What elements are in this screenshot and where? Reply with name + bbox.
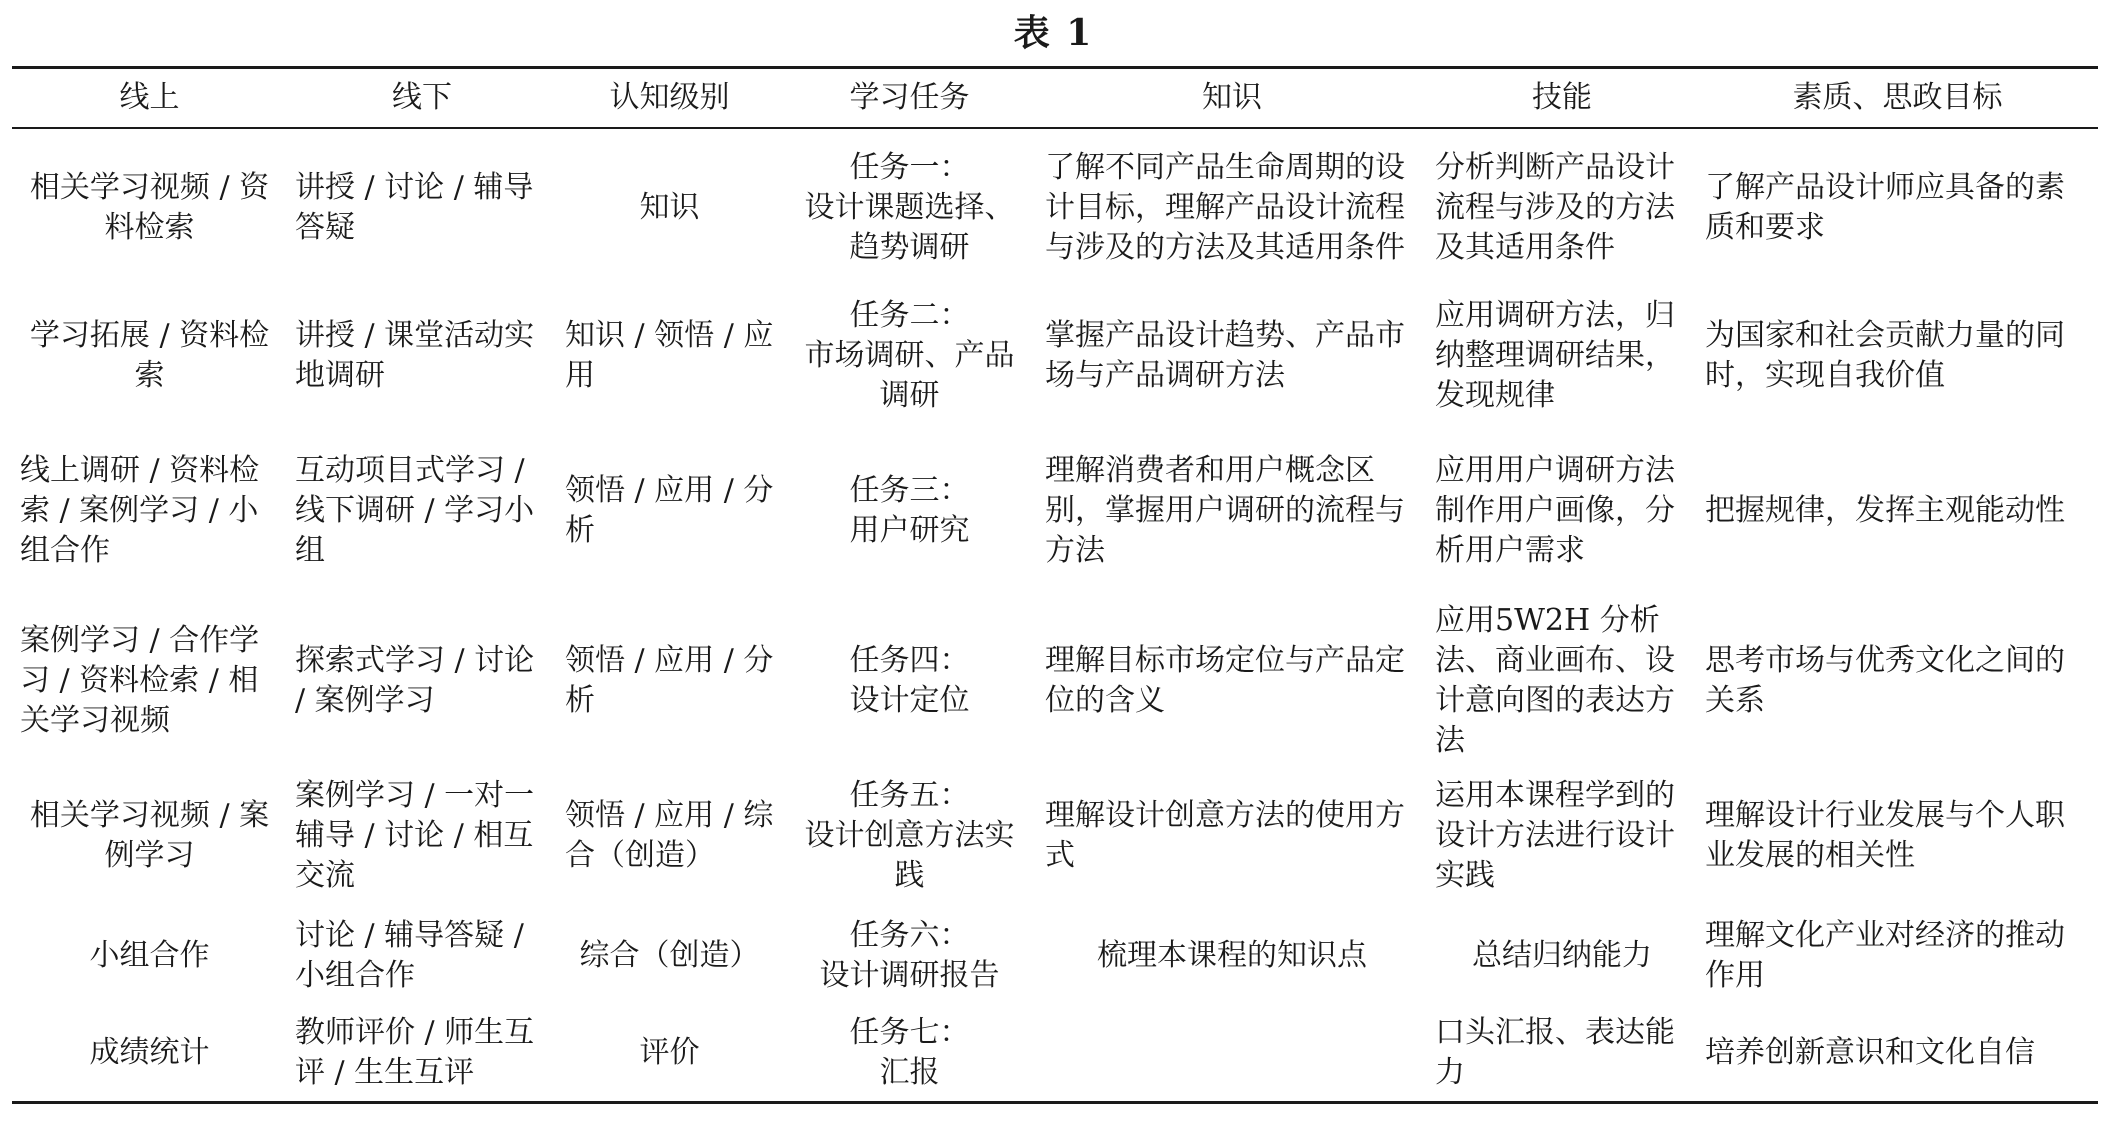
cell-level: 领悟 / 应用 / 分析 [565, 473, 774, 548]
cell-task [782, 906, 1037, 1006]
cell-offline: 互动项目式学习 / 线下调研 / 学习小组 [295, 453, 535, 568]
cell-offline: 案例学习 / 一对一辅导 / 讨论 / 相互交流 [295, 778, 535, 893]
cell-level: 知识 [639, 189, 700, 225]
header-offline: 线下 [392, 80, 452, 115]
cell-skill: 运用本课程学到的设计方法进行设计实践 [1435, 778, 1675, 893]
cell-skill: 应用5W2H 分析法、商业画布、设计意向图的表达方法 [1435, 603, 1675, 758]
cell-offline: 教师评价 / 师生互评 / 生生互评 [295, 1015, 535, 1091]
header-online: 线上 [119, 80, 180, 115]
table-row [12, 128, 2098, 286]
task-title: 任务一： [849, 149, 970, 185]
header-quality-goal: 素质、思政目标 [1792, 80, 2003, 115]
course-design-table [12, 66, 2098, 1104]
cell-skill: 分析判断产品设计流程与涉及的方法及其适用条件 [1435, 149, 1675, 265]
cell-goal: 为国家和社会贡献力量的同时，实现自我价值 [1705, 318, 2065, 393]
task-body: 用户研究 [849, 513, 970, 548]
task-body: 设计创意方法实践 [804, 818, 1015, 893]
cell-level: 综合（创造） [579, 938, 760, 973]
cell-task [782, 766, 1037, 906]
cell-task [782, 596, 1037, 766]
task-title: 任务五： [849, 778, 970, 813]
cell-skill: 应用调研方法，归纳整理调研结果，发现规律 [1435, 298, 1675, 413]
cell-task [782, 1006, 1037, 1102]
cell-task [782, 286, 1037, 426]
task-title: 任务二： [849, 298, 970, 333]
task-title: 任务七： [849, 1015, 970, 1051]
cell-level: 知识 / 领悟 / 应用 [565, 318, 774, 393]
cell-goal: 把握规律，发挥主观能动性 [1705, 493, 2065, 528]
table-row [12, 596, 2098, 766]
table-header-row [12, 68, 2098, 129]
header-skill: 技能 [1532, 80, 1592, 115]
table-row [12, 906, 2098, 1006]
table-row [12, 426, 2098, 596]
cell-offline: 讲授 / 课堂活动实地调研 [295, 318, 535, 393]
task-body: 汇报 [879, 1055, 940, 1091]
cell-goal: 理解文化产业对经济的推动作用 [1705, 918, 2065, 993]
cell-online: 线上调研 / 资料检索 / 案例学习 / 小组合作 [20, 453, 260, 568]
cell-online: 案例学习 / 合作学习 / 资料检索 / 相关学习视频 [20, 623, 260, 738]
cell-goal: 理解设计行业发展与个人职业发展的相关性 [1705, 798, 2065, 873]
cell-knowledge: 梳理本课程的知识点 [1097, 938, 1367, 973]
cell-knowledge: 了解不同产品生命周期的设计目标，理解产品设计流程与涉及的方法及其适用条件 [1045, 149, 1405, 265]
task-body: 设计调研报告 [819, 958, 1000, 993]
cell-goal: 培养创新意识和文化自信 [1705, 1035, 2035, 1071]
cell-knowledge [1037, 1006, 1427, 1102]
cell-level: 领悟 / 应用 / 分析 [565, 643, 774, 718]
header-learning-task: 学习任务 [849, 80, 970, 115]
cell-level: 领悟 / 应用 / 综合（创造） [565, 798, 774, 873]
cell-goal: 思考市场与优秀文化之间的关系 [1705, 643, 2065, 718]
cell-goal: 了解产品设计师应具备的素质和要求 [1705, 169, 2065, 245]
cell-task [782, 426, 1037, 596]
task-body: 市场调研、产品调研 [804, 338, 1015, 413]
task-body: 设计课题选择、趋势调研 [804, 189, 1015, 265]
table-row [12, 1006, 2098, 1102]
cell-offline: 探索式学习 / 讨论 / 案例学习 [295, 643, 535, 718]
cell-skill: 总结归纳能力 [1472, 938, 1652, 973]
cell-knowledge: 理解消费者和用户概念区别，掌握用户调研的流程与方法 [1045, 453, 1405, 568]
cell-online: 小组合作 [89, 938, 210, 973]
cell-online: 学习拓展 / 资料检索 [29, 318, 270, 393]
task-title: 任务六： [849, 918, 970, 953]
cell-knowledge: 掌握产品设计趋势、产品市场与产品调研方法 [1045, 318, 1405, 393]
cell-knowledge: 理解设计创意方法的使用方式 [1045, 798, 1405, 873]
task-title: 任务三： [849, 473, 970, 508]
cell-skill: 口头汇报、表达能力 [1435, 1015, 1675, 1091]
cell-knowledge: 理解目标市场定位与产品定位的含义 [1045, 643, 1405, 718]
cell-offline: 讲授 / 讨论 / 辅导答疑 [295, 169, 534, 245]
header-cognitive-level: 认知级别 [609, 80, 730, 115]
cell-offline: 讨论 / 辅导答疑 / 小组合作 [295, 918, 524, 993]
cell-online: 相关学习视频 / 资料检索 [29, 169, 270, 245]
cell-online: 相关学习视频 / 案例学习 [29, 798, 270, 873]
task-body: 设计定位 [849, 683, 970, 718]
cell-task [782, 128, 1037, 286]
cell-online: 成绩统计 [89, 1035, 210, 1071]
cell-skill: 应用用户调研方法制作用户画像，分析用户需求 [1435, 453, 1675, 568]
table-caption: 表 1 [1013, 12, 1094, 54]
cell-level: 评价 [639, 1035, 700, 1071]
table-row [12, 766, 2098, 906]
task-title: 任务四： [849, 643, 970, 678]
header-knowledge: 知识 [1202, 80, 1262, 115]
table-row [12, 286, 2098, 426]
